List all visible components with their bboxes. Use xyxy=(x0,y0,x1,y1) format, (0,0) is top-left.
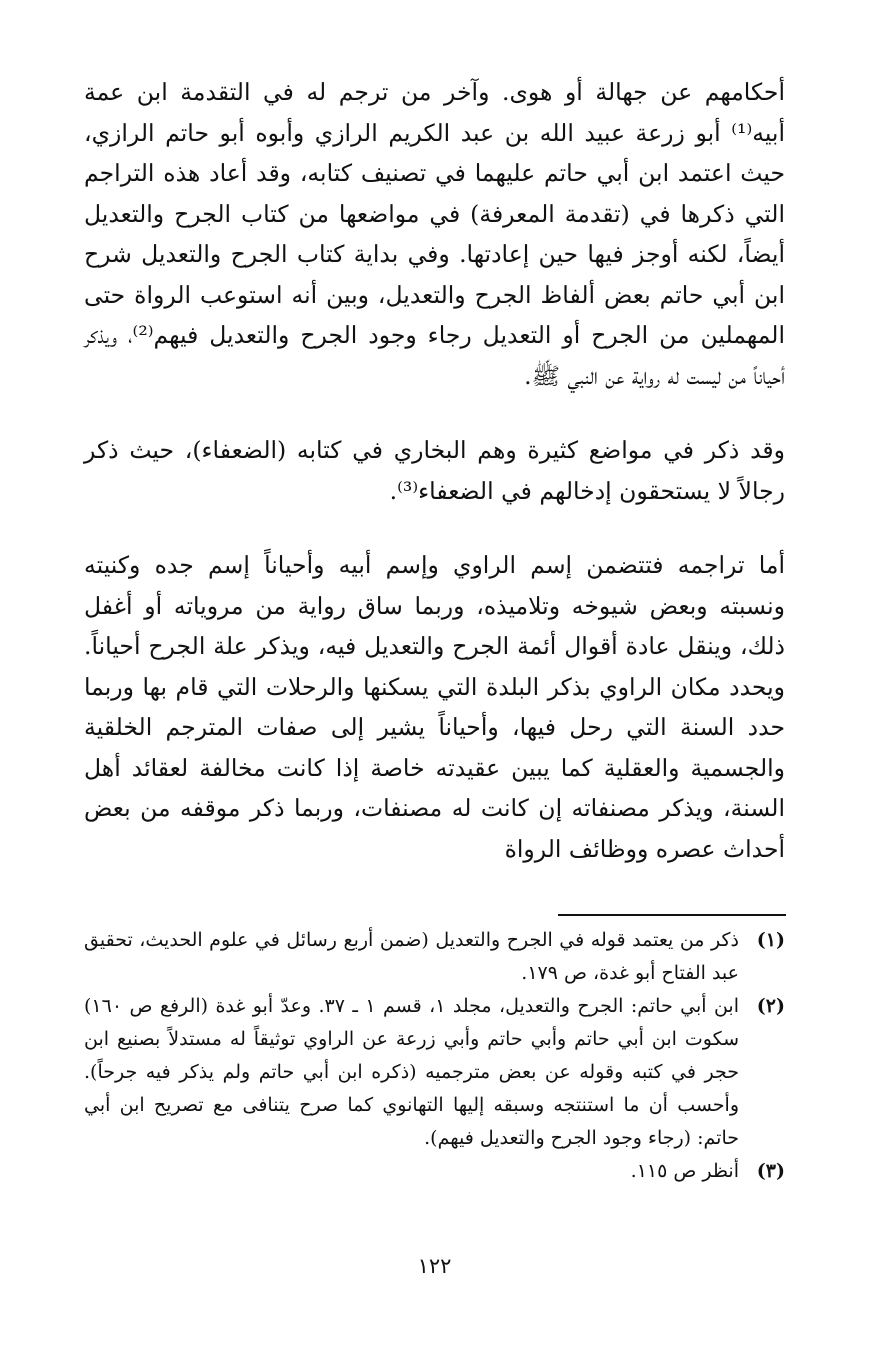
footnote-text: ذكر من يعتمد قوله في الجرح والتعديل (ضمن أربع رسائل في علوم الحديث، تحقيق عبد الفتاح أبو غدة، ص ١٧٩. xyxy=(84,929,739,984)
main-text xyxy=(84,72,785,869)
footnotes xyxy=(84,924,785,1188)
footnote-number: (١) xyxy=(756,929,785,951)
footnote-separator xyxy=(558,914,786,916)
footnote-number: (٣) xyxy=(756,1160,785,1182)
footnote-number: (٢) xyxy=(756,995,785,1017)
footnote-1 xyxy=(84,924,785,990)
footnote-2 xyxy=(84,990,785,1155)
paragraph-3: أما تراجمه فتتضمن إسم الراوي وإسم أبيه وأحياناً إسم جده وكنيته ونسبته وبعض شيوخه وتلاميذه، وربما ساق رواية من مروياته أو أغفل ذلك، وينقل عادة أقوال أئمة الجرح والتعديل فيه، ويذكر علة الجرح أحياناً. ويحدد مكان الراوي بذكر البلدة التي يسكنها والرحلات التي قام بها وربما حدد السنة التي رحل فيها، وأحياناً يشير إلى صفات المترجم الخلقية والجسمية والعقلية كما يبين عقيدته خاصة إذا كانت مخالفة لعقائد أهل السنة، ويذكر مصنفاته إن كانت له مصنفات، وربما ذكر موقفه من بعض أحداث عصره ووظائف الرواة xyxy=(84,551,785,863)
paragraph-2: وقد ذكر في مواضع كثيرة وهم البخاري في كتابه (الضعفاء)، حيث ذكر رجالاً لا يستحقون إدخالهم في الضعفاء⁽³⁾. xyxy=(84,436,785,505)
page-number: ١٢٢ xyxy=(417,1254,452,1278)
document-page xyxy=(84,72,785,1369)
footnote-text: أنظر ص ١١٥. xyxy=(630,1160,739,1182)
footnote-3 xyxy=(84,1155,785,1188)
footnote-text: ابن أبي حاتم: الجرح والتعديل، مجلد ١، قسم ١ ـ ٣٧. وعدّ أبو غدة (الرفع ص ١٦٠) سكوت ابن أبي حاتم وأبي حاتم وأبي زرعة عن الراوي توثيقاً له مستدلاً بصنيع ابن حجر في كتبه وقوله عن بعض مترجميه (ذكره ابن أبي حاتم ولم يذكر فيه جرحاً). وأحسب أن ما استنتجه وسبقه إليها التهانوي كما صرح يتنافى مع تصريح ابن أبي حاتم: (رجاء وجود الجرح والتعديل فيهم). xyxy=(84,995,739,1149)
paragraph-1: أحكامهم عن جهالة أو هوى. وآخر من ترجم له في التقدمة ابن عمة أبيه⁽¹⁾ أبو زرعة عبيد الله بن عبد الكريم الرازي وأبوه أبو حاتم الرازي، حيث اعتمد ابن أبي حاتم عليهما في تصنيف كتابه، وقد أعاد هذه التراجم التي ذكرها في (تقدمة المعرفة) في مواضعها من كتاب الجرح والتعديل أيضاً، لكنه أوجز فيها حين إعادتها. وفي بداية كتاب الجرح والتعديل شرح ابن أبي حاتم بعض ألفاظ الجرح والتعديل، وبين أنه استوعب الرواة حتى المهملين من الجرح أو التعديل رجاء وجود الجرح والتعديل فيهم⁽²⁾، ويذكر أحياناً من ليست له رواية عن النبي ﷺ. xyxy=(84,78,785,390)
